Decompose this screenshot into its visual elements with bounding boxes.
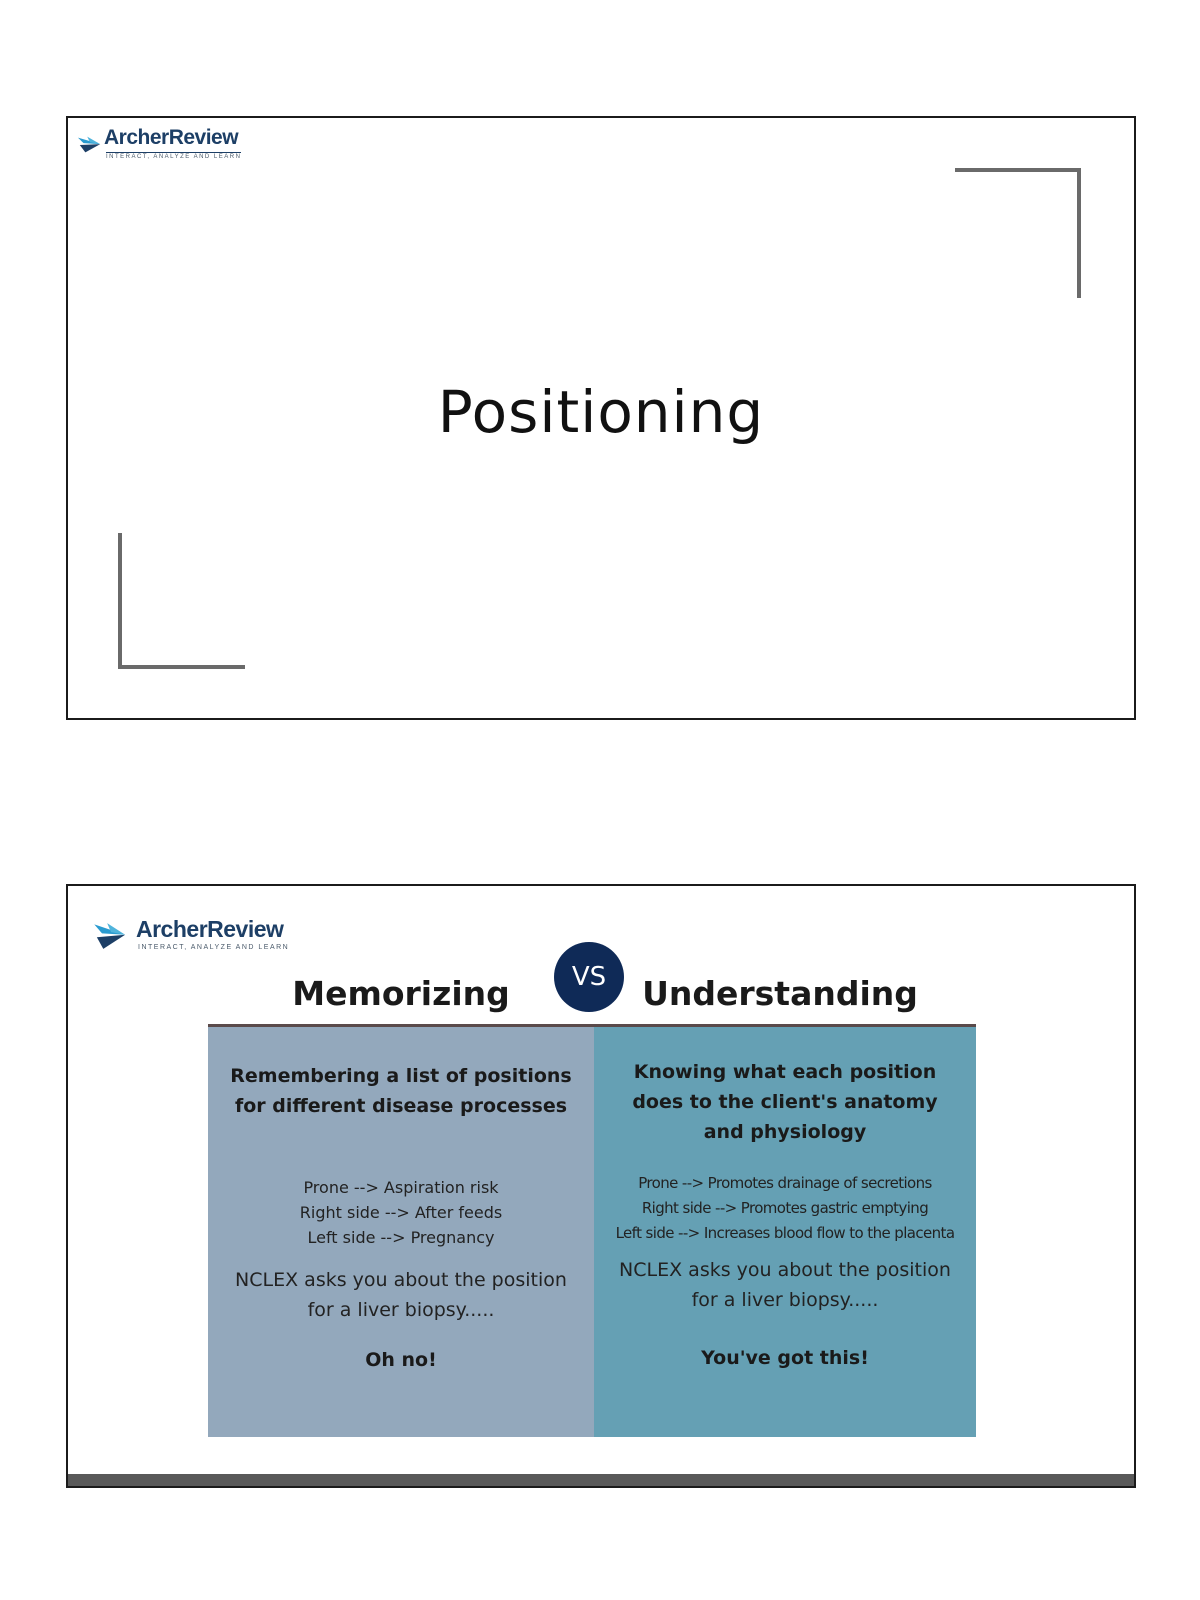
archer-review-logo xyxy=(76,126,246,162)
heading-memorizing: Memorizing xyxy=(292,974,510,1013)
archer-arrow-icon xyxy=(76,132,104,158)
understanding-panel xyxy=(594,1027,976,1437)
frame-corner-top-right xyxy=(955,168,1081,298)
logo-tagline: INTERACT, ANALYZE AND LEARN xyxy=(106,154,242,160)
list-item: Prone --> Aspiration risk xyxy=(303,1178,499,1197)
logo-tagline: INTERACT, ANALYZE AND LEARN xyxy=(138,944,290,951)
memorizing-panel xyxy=(208,1027,594,1437)
slide-title: Positioning xyxy=(437,378,765,446)
nclex-question: NCLEX asks you about the position for a liver biopsy..... xyxy=(235,1269,567,1321)
panel-punchline: Oh no! xyxy=(365,1349,437,1371)
archer-arrow-icon xyxy=(90,918,132,954)
logo-brand-text: ArcherReview xyxy=(136,916,284,942)
list-item: Prone --> Promotes drainage of secretions xyxy=(638,1174,932,1192)
list-item: Left side --> Pregnancy xyxy=(307,1228,495,1247)
position-list xyxy=(216,1175,586,1250)
position-list xyxy=(602,1171,968,1246)
heading-understanding: Understanding xyxy=(642,974,918,1013)
nclex-question: NCLEX asks you about the position for a liver biopsy..... xyxy=(619,1259,951,1311)
archer-review-logo xyxy=(90,916,300,956)
panel-punchline: You've got this! xyxy=(701,1347,869,1369)
title-slide xyxy=(66,116,1136,720)
panel-lead: Remembering a list of positions for different disease processes xyxy=(230,1065,572,1117)
list-item: Right side --> After feeds xyxy=(299,1203,503,1222)
slide-bottom-bar xyxy=(68,1474,1134,1486)
frame-corner-bottom-left xyxy=(118,533,245,669)
list-item: Left side --> Increases blood flow to the placenta xyxy=(615,1224,955,1242)
list-item: Right side --> Promotes gastric emptying xyxy=(641,1199,929,1217)
panel-lead: Knowing what each position does to the client's anatomy and physiology xyxy=(632,1061,938,1143)
comparison-slide xyxy=(66,884,1136,1488)
logo-brand-text: ArcherReview xyxy=(104,126,239,149)
vs-badge: VS xyxy=(554,942,624,1012)
